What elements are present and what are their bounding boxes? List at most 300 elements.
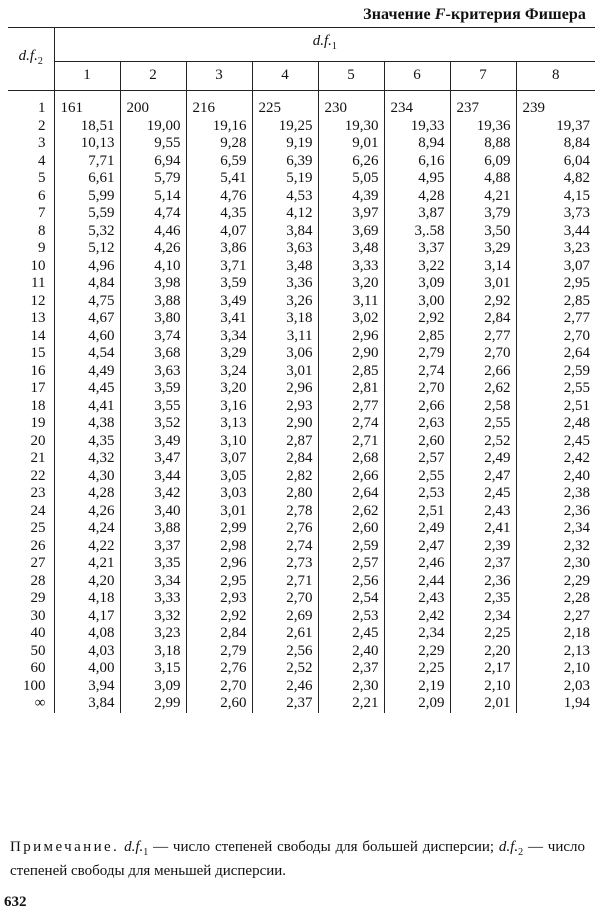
table-cell: 2,01 <box>450 695 516 713</box>
table-cell: 2,68 <box>318 450 384 468</box>
table-cell: 19,00 <box>120 118 186 136</box>
page-number: 632 <box>4 894 27 910</box>
table-cell: 2,36 <box>450 573 516 591</box>
row-label: 25 <box>8 520 54 538</box>
table-cell: 2,43 <box>450 503 516 521</box>
row-label: 20 <box>8 433 54 451</box>
table-cell: 216 <box>186 91 252 118</box>
table-cell: 2,45 <box>450 485 516 503</box>
table-cell: 19,37 <box>556 117 591 134</box>
table-cell: 3,01 <box>450 275 516 293</box>
table-cell: 8,88 <box>450 135 516 153</box>
table-cell: 2,84 <box>186 625 252 643</box>
table-cell: 2,64 <box>563 345 591 362</box>
table-cell: 4,41 <box>54 398 120 416</box>
table-cell: 2,74 <box>384 363 450 381</box>
table-cell: 2,21 <box>318 695 384 713</box>
table-cell: 2,96 <box>186 555 252 573</box>
table-row <box>8 205 595 223</box>
table-cell: 2,39 <box>450 538 516 556</box>
table-cell: 3,15 <box>120 660 186 678</box>
table-cell: 2,98 <box>186 538 252 556</box>
table-cell: 3,55 <box>120 398 186 416</box>
table-cell: 234 <box>384 91 450 118</box>
table-cell: 2,95 <box>563 275 591 292</box>
table-cell: 4,38 <box>54 415 120 433</box>
table-cell: 3,84 <box>54 695 120 713</box>
table-cell: 9,55 <box>120 135 186 153</box>
table-cell: 2,84 <box>450 310 516 328</box>
row-label: 14 <box>8 328 54 346</box>
table-cell: 3,06 <box>252 345 318 363</box>
table-cell: 6,04 <box>563 152 591 169</box>
table-cell: 3,49 <box>186 293 252 311</box>
table-row <box>8 450 595 468</box>
table-cell: 2,62 <box>318 503 384 521</box>
table-cell: 3,32 <box>120 608 186 626</box>
table-cell: 2,95 <box>186 573 252 591</box>
table-cell: 2,70 <box>450 345 516 363</box>
table-row <box>8 625 595 643</box>
table-cell: 2,99 <box>186 520 252 538</box>
table-cell: 2,47 <box>450 468 516 486</box>
table-cell: 2,96 <box>252 380 318 398</box>
table-cell: 3,88 <box>120 520 186 538</box>
table-cell: 9,28 <box>186 135 252 153</box>
table-cell: 2,87 <box>252 433 318 451</box>
table-cell: 6,16 <box>384 153 450 171</box>
table-row <box>8 415 595 433</box>
table-cell: 2,53 <box>384 485 450 503</box>
table-cell: 2,57 <box>318 555 384 573</box>
note-text-1: — число степеней свободы для большей дисперсии; <box>148 839 499 855</box>
table-cell: 3,10 <box>186 433 252 451</box>
table-cell: 2,20 <box>450 643 516 661</box>
column-header: 8 <box>516 61 595 90</box>
table-cell: 3,37 <box>120 538 186 556</box>
table-cell: 2,78 <box>252 503 318 521</box>
table-cell: 2,37 <box>450 555 516 573</box>
table-cell: 3,.58 <box>384 223 450 241</box>
table-cell: 2,74 <box>318 415 384 433</box>
table-cell: 19,33 <box>384 118 450 136</box>
table-cell: 2,60 <box>384 433 450 451</box>
table-cell: 5,05 <box>318 170 384 188</box>
table-cell: 2,40 <box>563 467 591 484</box>
page-header-suffix: -критерия Фишера <box>445 6 586 23</box>
table-cell: 2,66 <box>450 363 516 381</box>
table-cell: 3,68 <box>120 345 186 363</box>
row-label: 3 <box>8 135 54 153</box>
table-row <box>8 293 595 311</box>
table-cell: 2,32 <box>563 537 591 554</box>
table-cell: 3,13 <box>186 415 252 433</box>
table-cell: 3,48 <box>318 240 384 258</box>
row-label: 12 <box>8 293 54 311</box>
table-cell: 3,74 <box>120 328 186 346</box>
row-label: 11 <box>8 275 54 293</box>
table-cell: 6,94 <box>120 153 186 171</box>
row-label: 5 <box>8 170 54 188</box>
table-cell: 3,34 <box>120 573 186 591</box>
table-cell: 4,49 <box>54 363 120 381</box>
table-cell: 3,59 <box>186 275 252 293</box>
table-cell: 4,45 <box>54 380 120 398</box>
table-cell: 2,92 <box>384 310 450 328</box>
df1-header-sub: 1 <box>331 41 337 53</box>
table-cell: 3,02 <box>318 310 384 328</box>
f-table-container <box>8 27 593 713</box>
table-row <box>8 398 595 416</box>
table-cell: 2,10 <box>563 660 591 677</box>
row-label: 30 <box>8 608 54 626</box>
table-cell: 2,58 <box>450 398 516 416</box>
table-cell: 2,60 <box>318 520 384 538</box>
table-row <box>8 573 595 591</box>
table-cell: 3,35 <box>120 555 186 573</box>
table-cell: 2,61 <box>252 625 318 643</box>
table-body <box>8 91 595 713</box>
table-cell: 2,35 <box>450 590 516 608</box>
table-cell: 3,98 <box>120 275 186 293</box>
table-cell: 2,64 <box>318 485 384 503</box>
column-header: 1 <box>54 61 120 90</box>
table-cell: 3,52 <box>120 415 186 433</box>
table-cell: 2,96 <box>318 328 384 346</box>
df1-header-text: d.f. <box>312 33 332 50</box>
table-cell: 5,14 <box>120 188 186 206</box>
table-cell: 2,63 <box>384 415 450 433</box>
table-row <box>8 188 595 206</box>
table-cell: 2,41 <box>450 520 516 538</box>
table-cell: 3,86 <box>186 240 252 258</box>
table-cell: 19,36 <box>450 118 516 136</box>
table-cell: 2,49 <box>450 450 516 468</box>
table-cell: 2,55 <box>563 380 591 397</box>
table-cell: 5,41 <box>186 170 252 188</box>
table-cell: 4,26 <box>120 240 186 258</box>
table-cell: 5,32 <box>54 223 120 241</box>
table-cell: 4,28 <box>54 485 120 503</box>
table-cell: 4,08 <box>54 625 120 643</box>
table-cell: 2,53 <box>318 608 384 626</box>
table-cell: 3,05 <box>186 468 252 486</box>
table-cell: 230 <box>318 91 384 118</box>
table-row <box>8 503 595 521</box>
table-cell: 4,10 <box>120 258 186 276</box>
table-cell: 2,52 <box>450 433 516 451</box>
table-cell: 2,45 <box>563 432 591 449</box>
table-cell: 2,28 <box>563 590 591 607</box>
table-cell: 2,13 <box>563 642 591 659</box>
table-row <box>8 520 595 538</box>
table-cell: 4,53 <box>252 188 318 206</box>
table-cell: 2,09 <box>384 695 450 713</box>
table-cell: 3,23 <box>563 240 591 257</box>
table-cell: 2,37 <box>252 695 318 713</box>
page-header-prefix: Значение <box>363 6 435 23</box>
table-cell: 2,55 <box>450 415 516 433</box>
table-cell: 3,29 <box>186 345 252 363</box>
table-cell: 2,59 <box>563 362 591 379</box>
row-label: 29 <box>8 590 54 608</box>
table-cell: 3,94 <box>54 678 120 696</box>
page-header <box>363 6 586 24</box>
table-cell: 2,43 <box>384 590 450 608</box>
row-label: 28 <box>8 573 54 591</box>
table-cell: 2,70 <box>252 590 318 608</box>
table-cell: 4,84 <box>54 275 120 293</box>
table-cell: 2,77 <box>318 398 384 416</box>
table-cell: 2,66 <box>318 468 384 486</box>
table-cell: 3,09 <box>384 275 450 293</box>
table-cell: 2,85 <box>318 363 384 381</box>
table-cell: 2,80 <box>252 485 318 503</box>
table-row <box>8 153 595 171</box>
table-cell: 3,18 <box>252 310 318 328</box>
table-cell: 2,69 <box>252 608 318 626</box>
table-cell: 5,79 <box>120 170 186 188</box>
table-cell: 200 <box>120 91 186 118</box>
row-label: 60 <box>8 660 54 678</box>
table-cell: 2,37 <box>318 660 384 678</box>
table-cell: 3,03 <box>186 485 252 503</box>
table-cell: 4,00 <box>54 660 120 678</box>
table-cell: 3,24 <box>186 363 252 381</box>
df2-header-sub: 2 <box>37 56 43 67</box>
table-cell: 3,18 <box>120 643 186 661</box>
df1-header <box>54 28 595 62</box>
table-cell: 3,36 <box>252 275 318 293</box>
row-label: 4 <box>8 153 54 171</box>
table-cell: 2,48 <box>563 415 591 432</box>
table-cell: 4,35 <box>186 205 252 223</box>
table-cell: 3,20 <box>318 275 384 293</box>
column-header: 7 <box>450 61 516 90</box>
table-cell: 3,11 <box>252 328 318 346</box>
table-row <box>8 345 595 363</box>
note-text-2: — число степеней свободы для меньшей дисперсии. <box>10 839 585 879</box>
table-cell: 4,74 <box>120 205 186 223</box>
table-cell: 19,30 <box>318 118 384 136</box>
table-cell: 3,01 <box>252 363 318 381</box>
table-cell: 161 <box>54 91 120 118</box>
table-row <box>8 118 595 136</box>
table-cell: 2,54 <box>318 590 384 608</box>
table-cell: 2,18 <box>563 625 591 642</box>
table-cell: 2,40 <box>318 643 384 661</box>
table-cell: 2,90 <box>252 415 318 433</box>
row-label: 16 <box>8 363 54 381</box>
table-cell: 4,22 <box>54 538 120 556</box>
table-cell: 2,76 <box>252 520 318 538</box>
table-cell: 3,47 <box>120 450 186 468</box>
column-header: 3 <box>186 61 252 90</box>
table-cell: 2,47 <box>384 538 450 556</box>
table-cell: 10,13 <box>54 135 120 153</box>
footnote <box>10 838 585 881</box>
table-row <box>8 240 595 258</box>
page-header-f: F <box>434 6 446 23</box>
column-header: 4 <box>252 61 318 90</box>
table-cell: 3,73 <box>563 205 591 222</box>
table-cell: 2,51 <box>563 397 591 414</box>
table-cell: 3,11 <box>318 293 384 311</box>
table-cell: 2,29 <box>563 572 591 589</box>
df2-header-text: d.f. <box>18 48 38 64</box>
table-cell: 2,79 <box>384 345 450 363</box>
row-label: 17 <box>8 380 54 398</box>
table-row <box>8 485 595 503</box>
table-row <box>8 363 595 381</box>
table-cell: 3,48 <box>252 258 318 276</box>
row-label: 6 <box>8 188 54 206</box>
table-cell: 4,32 <box>54 450 120 468</box>
table-cell: 3,44 <box>120 468 186 486</box>
table-cell: 4,21 <box>54 555 120 573</box>
table-cell: 2,73 <box>252 555 318 573</box>
table-cell: 2,71 <box>252 573 318 591</box>
table-cell: 4,15 <box>563 187 591 204</box>
table-cell: 8,84 <box>563 135 591 152</box>
table-cell: 2,85 <box>563 292 591 309</box>
table-cell: 4,96 <box>54 258 120 276</box>
table-cell: 239 <box>522 100 545 117</box>
table-cell: 2,46 <box>384 555 450 573</box>
table-cell: 2,90 <box>318 345 384 363</box>
table-cell: 4,75 <box>54 293 120 311</box>
table-cell: 6,09 <box>450 153 516 171</box>
table-cell: 3,71 <box>186 258 252 276</box>
table-row <box>8 328 595 346</box>
table-cell: 2,77 <box>563 310 591 327</box>
row-label: 50 <box>8 643 54 661</box>
table-cell: 3,84 <box>252 223 318 241</box>
row-label: 18 <box>8 398 54 416</box>
table-cell: 2,30 <box>563 555 591 572</box>
table-row <box>8 91 595 118</box>
table-cell: 3,41 <box>186 310 252 328</box>
column-header: 5 <box>318 61 384 90</box>
row-label: 19 <box>8 415 54 433</box>
table-cell: 2,25 <box>384 660 450 678</box>
table-cell: 2,71 <box>318 433 384 451</box>
table-cell: 3,33 <box>318 258 384 276</box>
table-cell: 4,46 <box>120 223 186 241</box>
table-cell: 6,61 <box>54 170 120 188</box>
table-cell: 4,26 <box>54 503 120 521</box>
row-label: 1 <box>8 91 54 118</box>
table-cell: 4,18 <box>54 590 120 608</box>
table-cell: 2,99 <box>120 695 186 713</box>
f-distribution-table <box>8 27 595 713</box>
table-cell: 2,34 <box>384 625 450 643</box>
table-cell: 3,22 <box>384 258 450 276</box>
table-cell: 2,93 <box>252 398 318 416</box>
table-cell: 2,38 <box>563 485 591 502</box>
table-row <box>8 135 595 153</box>
note-label: Примечание. <box>10 839 120 855</box>
table-cell: 3,33 <box>120 590 186 608</box>
table-cell: 3,26 <box>252 293 318 311</box>
row-label: 8 <box>8 223 54 241</box>
table-cell: 3,09 <box>120 678 186 696</box>
table-cell: 4,60 <box>54 328 120 346</box>
table-cell: 3,07 <box>563 257 591 274</box>
table-cell: 6,26 <box>318 153 384 171</box>
table-cell: 4,24 <box>54 520 120 538</box>
table-cell: 2,27 <box>563 607 591 624</box>
table-cell: 3,40 <box>120 503 186 521</box>
table-cell: 2,74 <box>252 538 318 556</box>
table-cell: 3,80 <box>120 310 186 328</box>
table-cell: 2,03 <box>563 677 591 694</box>
table-cell: 2,44 <box>384 573 450 591</box>
row-label: 9 <box>8 240 54 258</box>
row-label: 15 <box>8 345 54 363</box>
note-df1-sub: 1 <box>143 847 149 858</box>
table-cell: 2,34 <box>450 608 516 626</box>
table-cell: 3,88 <box>120 293 186 311</box>
table-cell: 18,51 <box>54 118 120 136</box>
table-cell: 3,29 <box>450 240 516 258</box>
table-cell: 3,00 <box>384 293 450 311</box>
row-label: 2 <box>8 118 54 136</box>
table-cell: 19,16 <box>186 118 252 136</box>
table-cell: 4,67 <box>54 310 120 328</box>
table-cell: 2,51 <box>384 503 450 521</box>
table-cell: 6,39 <box>252 153 318 171</box>
row-label: 26 <box>8 538 54 556</box>
table-cell: 2,49 <box>384 520 450 538</box>
row-label: 7 <box>8 205 54 223</box>
table-cell: 4,39 <box>318 188 384 206</box>
table-cell: 2,34 <box>563 520 591 537</box>
table-cell: 3,49 <box>120 433 186 451</box>
table-cell: 225 <box>252 91 318 118</box>
note-df2-sub: 2 <box>518 847 524 858</box>
table-cell: 2,70 <box>384 380 450 398</box>
table-cell: 4,54 <box>54 345 120 363</box>
table-cell: 2,59 <box>318 538 384 556</box>
table-cell: 5,19 <box>252 170 318 188</box>
table-cell: 2,57 <box>384 450 450 468</box>
table-row <box>8 608 595 626</box>
table-cell: 2,46 <box>252 678 318 696</box>
table-row <box>8 433 595 451</box>
table-row <box>8 660 595 678</box>
df2-header <box>8 28 54 91</box>
table-cell: 4,88 <box>450 170 516 188</box>
table-cell: 2,70 <box>186 678 252 696</box>
table-cell: 3,01 <box>186 503 252 521</box>
table-row <box>8 643 595 661</box>
table-row <box>8 258 595 276</box>
table-cell: 2,45 <box>318 625 384 643</box>
column-header: 2 <box>120 61 186 90</box>
table-cell: 2,25 <box>450 625 516 643</box>
table-cell: 3,44 <box>563 222 591 239</box>
table-cell: 4,35 <box>54 433 120 451</box>
table-cell: 4,21 <box>450 188 516 206</box>
table-cell: 2,60 <box>186 695 252 713</box>
table-cell: 2,81 <box>318 380 384 398</box>
row-label: 24 <box>8 503 54 521</box>
table-row <box>8 275 595 293</box>
table-cell: 2,92 <box>186 608 252 626</box>
table-cell: 3,79 <box>450 205 516 223</box>
table-cell: 4,07 <box>186 223 252 241</box>
